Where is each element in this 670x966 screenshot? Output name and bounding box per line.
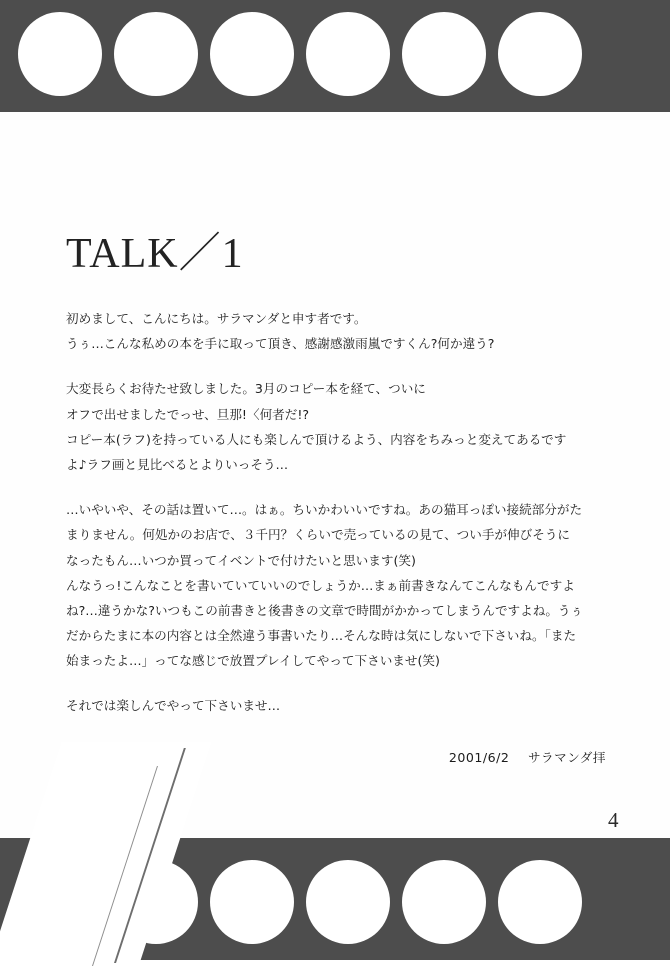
signature-date: 2001/6/2 <box>448 749 510 765</box>
decorative-circle <box>402 12 486 96</box>
paragraph-chat <box>66 497 606 673</box>
page-content <box>0 112 670 770</box>
paragraph-closing <box>66 693 606 718</box>
paragraph-waiting <box>66 376 606 477</box>
paragraph-line: コピー本(ラフ)を持っている人にも楽しんで頂けるよう、内容をちみっと変えてあるです <box>66 431 567 447</box>
paragraph-line: だからたまに本の内容とは全然違う事書いたり…そんな時は気にしないで下さいね。「また <box>66 628 577 644</box>
paragraph-line: …いやいや、その話は置いて…。はぁ。ちいかわいいですね。あの猫耳っぽい接続部分がた <box>66 502 583 518</box>
paragraph-line: オフで出せましたでっせ、旦那!〈何者だ!? <box>66 406 310 422</box>
paragraph-line: 始まったよ…」ってな感じで放置プレイしてやって下さいませ(笑) <box>66 653 440 669</box>
paragraph-line: なったもん…いつか買ってイベントで付けたいと思います(笑) <box>66 552 416 568</box>
paragraph-intro <box>66 306 606 356</box>
top-circle-row <box>0 0 670 112</box>
paragraph-line: 初めまして、こんにちは。サラマンダと申す者です。 <box>66 311 367 326</box>
decorative-circle <box>306 860 390 944</box>
decorative-circle <box>210 860 294 944</box>
page-number: 4 <box>608 808 619 832</box>
decorative-circle <box>498 860 582 944</box>
decorative-circle <box>402 860 486 944</box>
decorative-circle <box>18 12 102 96</box>
page-title: TALK／1 <box>66 231 244 277</box>
decorative-circle <box>498 12 582 96</box>
top-decorative-band <box>0 0 670 112</box>
paragraph-line: うぅ…こんな私めの本を手に取って頂き、感謝感激雨嵐ですくん?何か違う? <box>66 336 495 352</box>
paragraph-line: よ♪ラフ画と見比べるとよりいっそう… <box>66 456 289 472</box>
paragraph-line: それでは楽しんでやって下さいませ… <box>66 698 281 714</box>
paragraph-line: まりません。何処かのお店で、３千円？くらいで売っているの見て、つい手が伸びそうに <box>66 527 571 543</box>
decorative-circle <box>306 12 390 96</box>
body-text <box>66 306 606 770</box>
paragraph-line: ね?…違うかな?いつもこの前書きと後書きの文章で時間がかかってしまうんですよね。うぅ <box>66 602 584 618</box>
paragraph-line: んなうっ!こんなことを書いていていいのでしょうか…まぁ前書きなんてこんなもんですよ <box>66 577 575 593</box>
signature-name: サラマンダ拝 <box>527 749 606 765</box>
decorative-circle <box>210 12 294 96</box>
paragraph-line: 大変長らくお待たせ致しました。3月のコピー本を経て、ついに <box>66 381 426 397</box>
decorative-circle <box>114 12 198 96</box>
